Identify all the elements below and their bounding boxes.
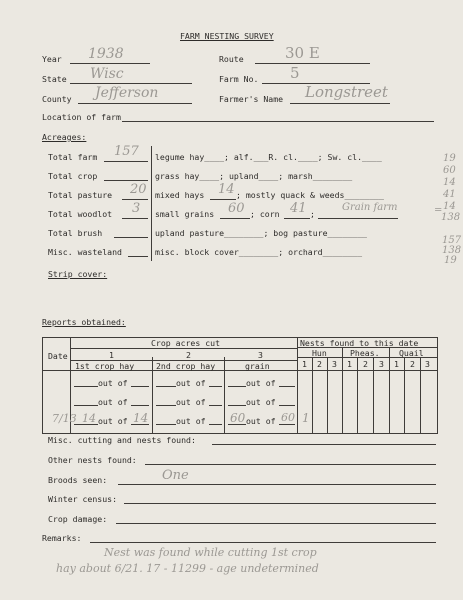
out-of-3-2: out of: [176, 416, 206, 426]
out-of-3-1: out of: [98, 416, 128, 426]
out-of-2-3: out of: [246, 397, 276, 407]
remarks-line-2: hay about 6/21. 17 - 11299 - age undetermined: [56, 562, 319, 575]
date-header: Date: [48, 351, 68, 361]
nests-header: Nests found to this date: [300, 338, 419, 348]
tally-4: 41: [443, 189, 456, 200]
remarks-label: Remarks:: [42, 533, 82, 543]
row3-grain-cut: 60: [230, 411, 246, 425]
row3-grain-total: 60: [281, 411, 295, 424]
total-pasture-value: 20: [130, 182, 147, 197]
col-num-1: 1: [109, 350, 114, 360]
row3-hay-cut: 14: [82, 412, 96, 425]
tally-9: 19: [444, 255, 457, 266]
mixed-hays-value: 14: [218, 182, 235, 197]
grain-farm-note: Grain farm: [342, 202, 398, 213]
tally-1: 19: [443, 153, 456, 164]
small-grains-value: 60: [228, 201, 245, 216]
farmer-value: Longstreet: [305, 83, 388, 101]
col-num-2: 2: [186, 350, 191, 360]
total-woodlot-label: Total woodlot: [48, 209, 113, 219]
winter-census-label: Winter census:: [48, 494, 118, 504]
tally-6: 138: [441, 212, 461, 223]
out-of-2-2: out of: [176, 397, 206, 407]
farm-no-value: 5: [290, 64, 300, 82]
farmer-line: [290, 103, 390, 104]
total-pasture-label: Total pasture: [48, 190, 113, 200]
total-brush-label: Total brush: [48, 228, 103, 238]
out-of-1-2: out of: [176, 378, 206, 388]
mixed-hays-label: mixed hays: [155, 190, 205, 200]
crop-acres-header: Crop acres cut: [151, 338, 221, 348]
mixed-hays-rest: ; mostly quack & weeds________: [236, 190, 384, 200]
species-hun: Hun: [312, 348, 327, 358]
species-quail: Quail: [399, 348, 424, 358]
upland-pasture-row: upland pasture________; bog pasture________: [155, 228, 367, 238]
tally-eq: =: [434, 205, 443, 216]
county-value: Jefferson: [95, 85, 159, 101]
row3-hay-total: 14: [133, 411, 149, 425]
corn-label: ; corn: [250, 209, 280, 219]
col-name-3: grain: [245, 361, 270, 371]
tally-3: 14: [443, 177, 456, 188]
year-line: [70, 63, 150, 64]
tally-5: 14: [443, 201, 456, 212]
misc-cutting-label: Misc. cutting and nests found:: [48, 435, 196, 445]
corn-value: 41: [290, 201, 307, 216]
total-farm-label: Total farm: [48, 152, 98, 162]
out-of-2-1: out of: [98, 397, 128, 407]
county-line: [78, 103, 192, 104]
year-value: 1938: [88, 46, 124, 62]
farmer-label: Farmer's Name: [219, 94, 284, 104]
tally-7: 157: [442, 235, 462, 246]
state-value: Wisc: [90, 66, 124, 82]
state-line: [70, 83, 192, 84]
year-label: Year: [42, 54, 62, 64]
farm-no-label: Farm No.: [219, 74, 259, 84]
state-label: State: [42, 74, 67, 84]
acreages-heading: Acreages:: [42, 132, 87, 142]
out-of-1-1: out of: [98, 378, 128, 388]
remarks-line-1: Nest was found while cutting 1st crop: [104, 546, 317, 559]
location-line: [122, 121, 434, 122]
misc-block-row: misc. block cover________; orchard________: [155, 247, 363, 257]
total-farm-value: 157: [114, 144, 139, 159]
form-title: FARM NESTING SURVEY: [180, 31, 274, 41]
county-label: County: [42, 94, 72, 104]
misc-wasteland-label: Misc. wasteland: [48, 247, 122, 257]
tally-8: 138: [442, 245, 462, 256]
reports-heading: Reports obtained:: [42, 317, 126, 327]
other-nests-label: Other nests found:: [48, 455, 137, 465]
total-woodlot-value: 3: [132, 201, 141, 216]
col-name-2: 2nd crop hay: [156, 361, 216, 371]
total-crop-label: Total crop: [48, 171, 98, 181]
broods-value: One: [162, 468, 189, 483]
location-label: Location of farm: [42, 112, 121, 122]
small-grains-label: small grains: [155, 209, 215, 219]
col-num-3: 3: [258, 350, 263, 360]
strip-cover-label: Strip cover:: [48, 269, 108, 279]
row3-date: 7/13: [52, 412, 77, 425]
route-line: [255, 63, 370, 64]
row3-hun-count: 1: [302, 411, 310, 425]
species-pheas: Pheas.: [350, 348, 380, 358]
out-of-3-3: out of: [246, 416, 276, 426]
crop-damage-label: Crop damage:: [48, 514, 108, 524]
col-name-1: 1st crop hay: [75, 361, 135, 371]
broods-seen-label: Broods seen:: [48, 475, 108, 485]
grass-hay-row: grass hay____; upland____; marsh________: [155, 171, 353, 181]
route-label: Route: [219, 54, 244, 64]
out-of-1-3: out of: [246, 378, 276, 388]
acreages-divider: [151, 146, 152, 261]
tally-2: 60: [443, 165, 456, 176]
legume-hay-row: legume hay____; alf.___R. cl.____; Sw. cl.____: [155, 152, 382, 162]
route-value: 30 E: [285, 44, 320, 62]
